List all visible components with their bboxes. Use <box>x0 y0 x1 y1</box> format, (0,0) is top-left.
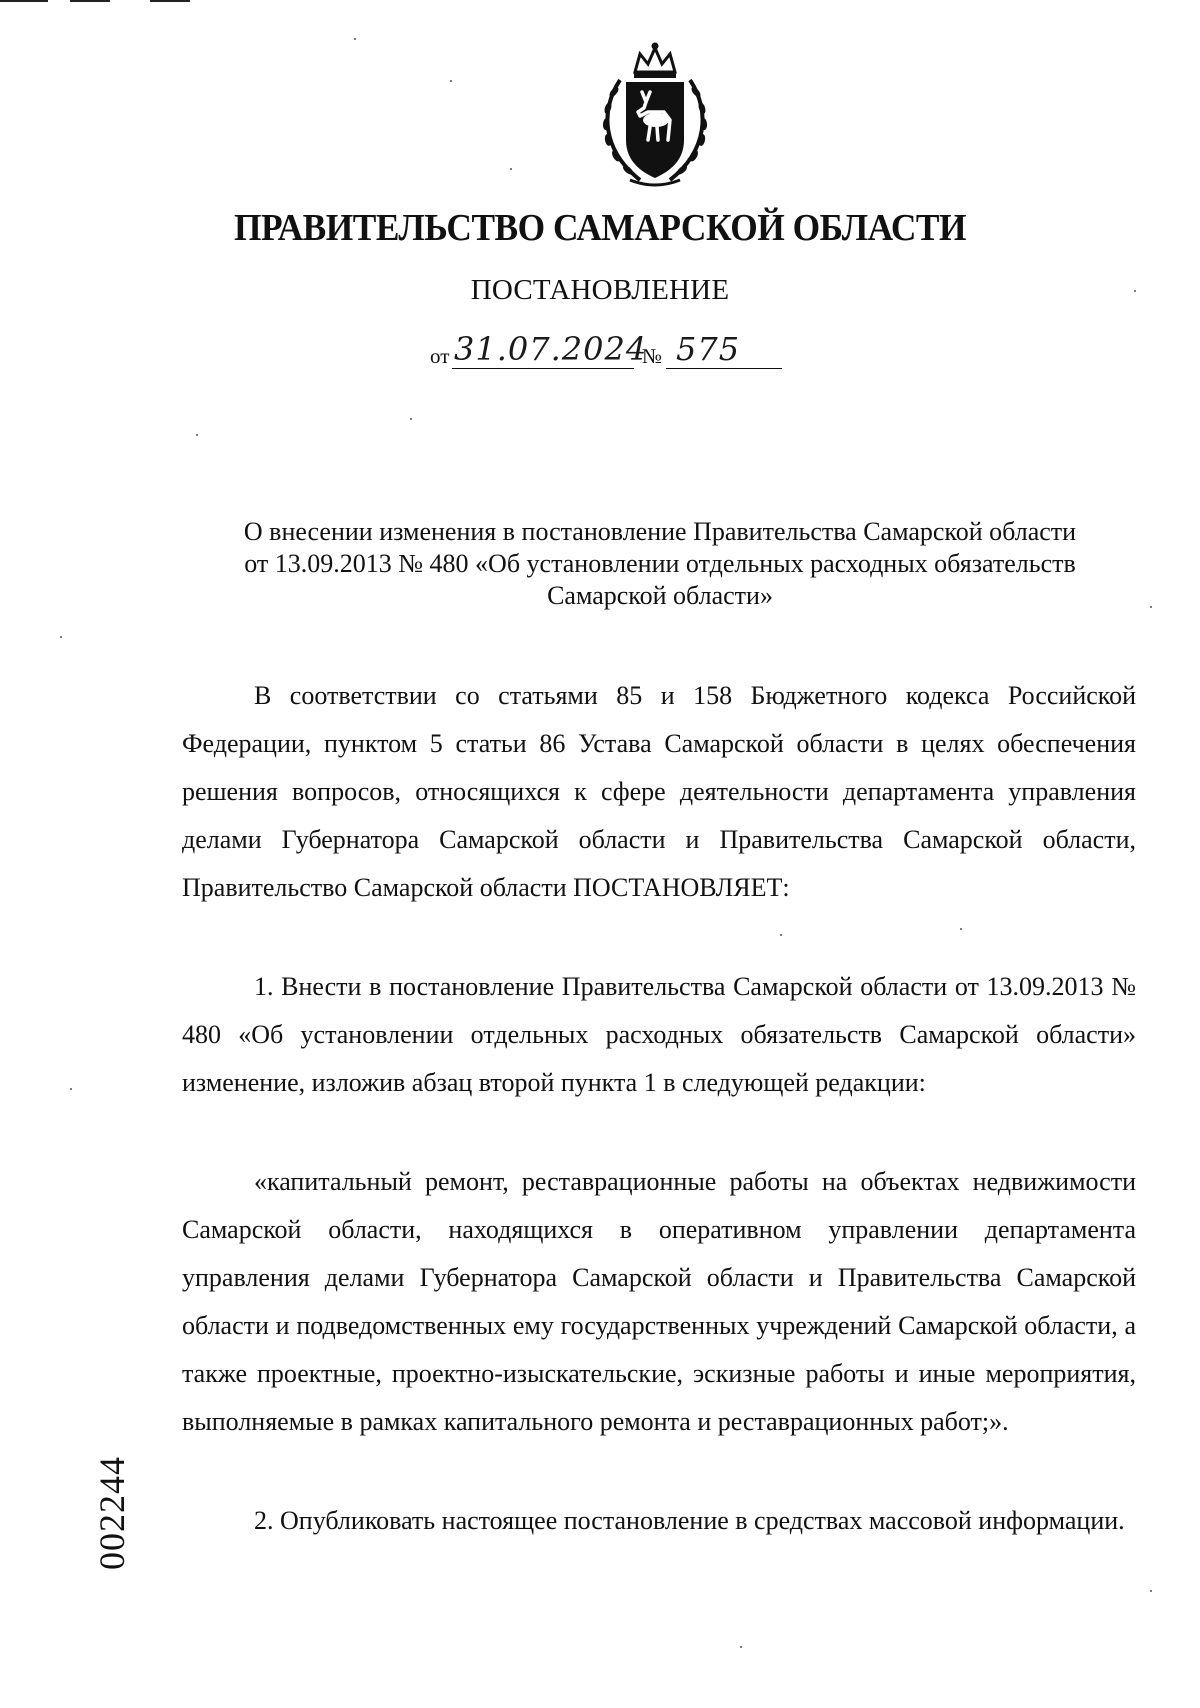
date-number-line <box>0 330 1200 376</box>
scan-edge-mark <box>150 0 190 2</box>
scan-speck <box>70 1088 72 1090</box>
preamble-paragraph: В соответствии со статьями 85 и 158 Бюджетного кодекса Российской Федерации, пунктом 5 статьи 86 Устава Самарской области в целях обеспечения решения вопросов, относящихся к сфере деятельности департамента управления делами Губернатора Самарской области и Правительства Самарской области, Правительство Самарской области ПОСТАНОВЛЯЕТ: <box>182 681 1136 902</box>
scan-speck <box>354 38 356 40</box>
date-prefix: от <box>430 344 450 368</box>
subject-line: от 13.09.2013 № 480 «Об установлении отдельных расходных обязательств <box>244 549 1076 578</box>
handwritten-number: 575 <box>676 330 741 368</box>
scan-speck <box>60 636 62 638</box>
samara-coat-of-arms-icon <box>590 40 720 190</box>
quoted-amendment-paragraph: «капитальный ремонт, реставрационные работы на объектах недвижимости Самарской области, находящихся в оперативном управлении департамента управления делами Губернатора Самарской области и Правительства Самарской области и подведомственных ему государственных учреждений Самарской области, а также проектные, проектно-изыскательские, эскизные работы и иные мероприятия, выполняемые в рамках капитального ремонта и реставрационных работ;». <box>182 1167 1136 1436</box>
scan-speck <box>410 418 412 420</box>
item-2-paragraph: 2. Опубликовать настоящее постановление в средствах массовой информации. <box>254 1506 1125 1535</box>
number-prefix: № <box>642 344 663 368</box>
scan-speck <box>960 928 962 930</box>
item-1-paragraph: 1. Внести в постановление Правительства Самарской области от 13.09.2013 № 480 «Об установлении отдельных расходных обязательств Самарской области» изменение, изложив абзац второй пункта 1 в следующей редакции: <box>182 972 1136 1097</box>
scan-edge-mark <box>70 0 110 2</box>
number-underline <box>666 368 782 369</box>
scan-edge-mark <box>0 0 48 2</box>
margin-stamp-number: 002244 <box>92 1456 132 1570</box>
subject-line: О внесении изменения в постановление Правительства Самарской области <box>243 517 1077 546</box>
document-type: ПОСТАНОВЛЕНИЕ <box>470 274 730 306</box>
scan-speck <box>450 80 452 82</box>
scan-speck <box>1150 1590 1152 1592</box>
document-subject <box>180 516 1140 612</box>
organization-title: ПРАВИТЕЛЬСТВО САМАРСКОЙ ОБЛАСТИ <box>233 207 967 249</box>
handwritten-date: 31.07.2024 <box>454 330 648 368</box>
subject-line: Самарской области» <box>547 581 773 610</box>
scan-speck <box>510 168 512 170</box>
scan-speck <box>740 1646 742 1648</box>
scan-speck <box>780 934 782 936</box>
date-underline <box>452 368 634 369</box>
scan-speck <box>1150 606 1152 608</box>
scan-speck <box>196 434 198 436</box>
